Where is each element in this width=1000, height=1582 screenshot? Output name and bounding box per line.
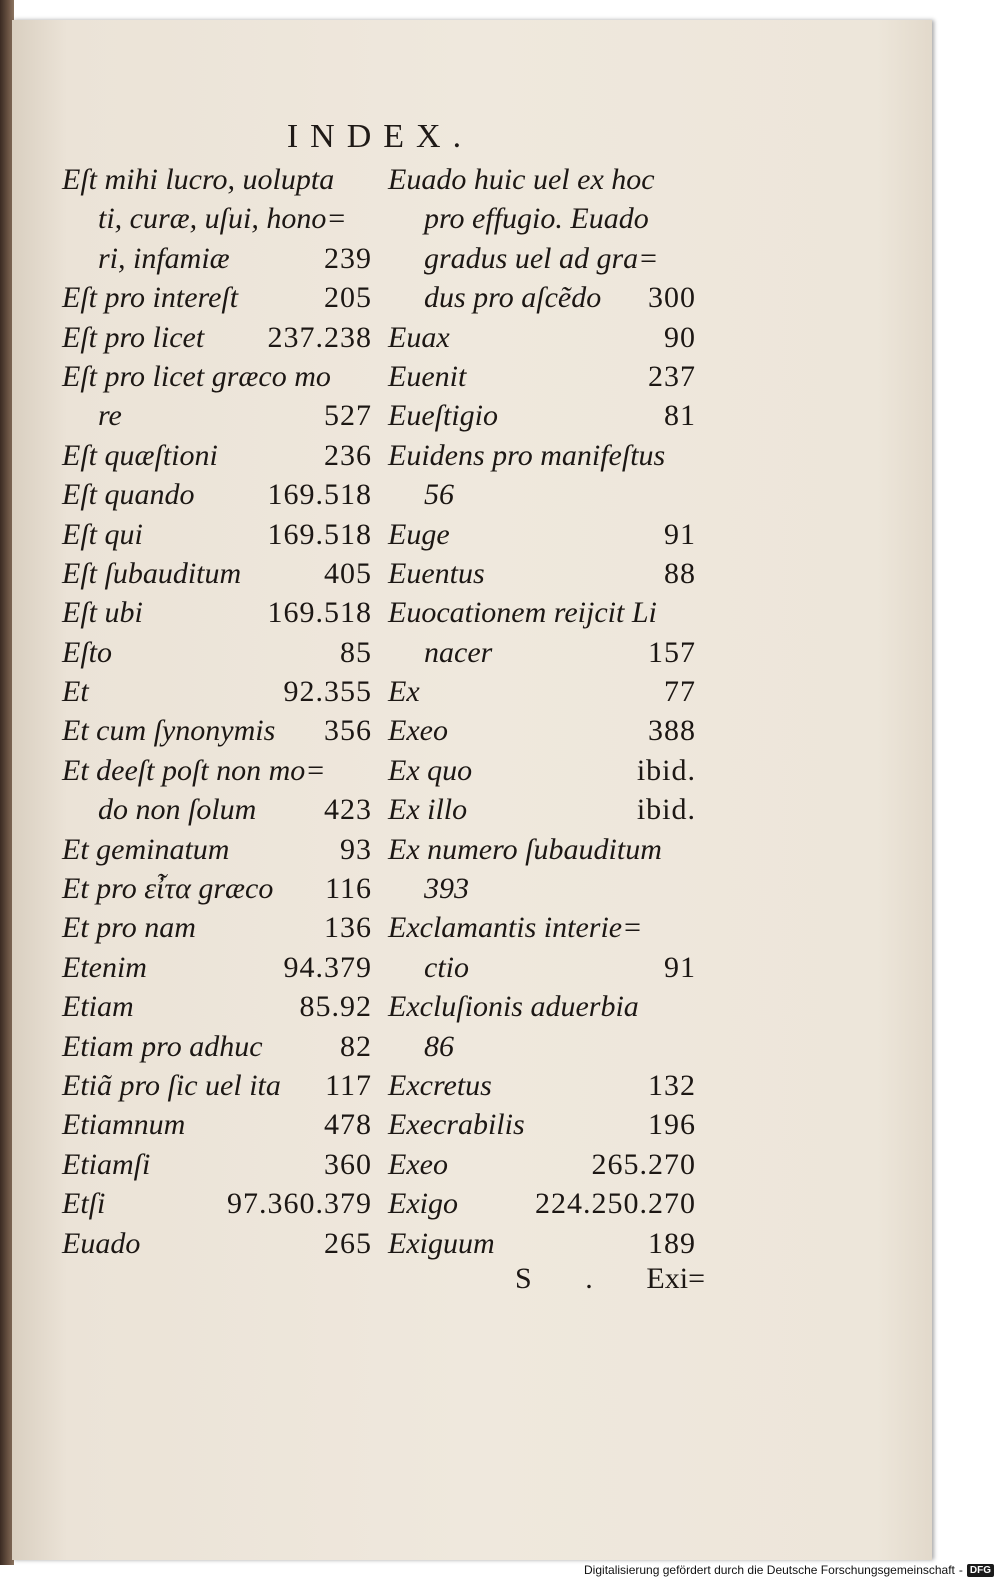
- page-reference: 300: [648, 281, 696, 315]
- page-reference: 169.518: [267, 596, 372, 630]
- index-entry: [62, 593, 372, 632]
- index-entry: [62, 515, 372, 554]
- index-entry: [388, 908, 696, 947]
- index-entry: [388, 1145, 696, 1184]
- signature-mark: S: [515, 1262, 532, 1295]
- index-term: Eſt pro licet: [62, 320, 205, 354]
- right-index-column: [388, 160, 696, 1263]
- page-reference: 117: [325, 1068, 372, 1102]
- index-term: Et: [62, 675, 89, 709]
- page-reference: 81: [664, 399, 696, 433]
- page-bottom-line: [515, 1262, 705, 1296]
- index-entry: [62, 436, 372, 475]
- index-entry: [62, 239, 372, 278]
- index-term: Euentus: [388, 556, 485, 590]
- index-entry: [388, 751, 696, 790]
- index-entry: [62, 711, 372, 750]
- index-term: Eueſtigio: [388, 399, 498, 433]
- index-term: Ex illo: [388, 793, 468, 827]
- page-reference: 116: [325, 872, 372, 906]
- index-entry: [62, 396, 372, 435]
- index-term: Eſt quando: [62, 478, 195, 512]
- page-reference: 189: [648, 1226, 696, 1260]
- index-entry: [62, 869, 372, 908]
- index-term: Et cum ſynonymis: [62, 714, 276, 748]
- page-reference: 91: [664, 950, 696, 984]
- index-entry: [62, 475, 372, 514]
- left-index-column: [62, 160, 372, 1263]
- index-entry: [62, 1184, 372, 1223]
- index-entry: [388, 1184, 696, 1223]
- index-entry: [388, 1224, 696, 1263]
- index-entry: [388, 672, 696, 711]
- dfg-logo: DFG: [967, 1564, 994, 1577]
- page-reference: 405: [324, 556, 372, 590]
- index-term: 86: [424, 1029, 454, 1063]
- index-term: Execrabilis: [388, 1108, 525, 1142]
- page-reference: 265.270: [591, 1147, 696, 1181]
- index-term: Et deeſt poſt non mo=: [62, 753, 326, 787]
- page-reference: 265: [324, 1226, 372, 1260]
- index-term: Euenit: [388, 359, 467, 393]
- page-reference: 90: [664, 320, 696, 354]
- index-entry: [62, 948, 372, 987]
- index-term: Excretus: [388, 1068, 492, 1102]
- index-entry: [388, 515, 696, 554]
- index-entry: [388, 239, 696, 278]
- index-entry: [388, 554, 696, 593]
- page-reference: 169.518: [267, 478, 372, 512]
- index-term: Etenim: [62, 950, 147, 984]
- index-term: Euge: [388, 517, 450, 551]
- index-entry: [388, 396, 696, 435]
- catchword: Exi=: [646, 1262, 705, 1295]
- index-entry: [62, 278, 372, 317]
- index-entry: [388, 475, 696, 514]
- page-reference: 97.360.379: [227, 1187, 372, 1221]
- index-term: Exigo: [388, 1187, 458, 1221]
- index-entry: [62, 633, 372, 672]
- index-entry: [62, 1105, 372, 1144]
- index-term: Et pro nam: [62, 911, 196, 945]
- page-reference: ibid.: [636, 793, 696, 827]
- footer-text: Digitalisierung gefördert durch die Deutsche Forschungsgemeinschaft: [584, 1563, 955, 1577]
- index-term: ri, infamiæ: [98, 241, 230, 275]
- index-entry: [388, 160, 696, 199]
- index-term: Etiã pro ſic uel ita: [62, 1068, 281, 1102]
- index-entry: [62, 830, 372, 869]
- index-entry: [388, 357, 696, 396]
- index-term: nacer: [424, 635, 493, 669]
- index-entry: [62, 199, 372, 238]
- index-term: Euidens pro manifeſtus: [388, 438, 666, 472]
- page-reference: 136: [324, 911, 372, 945]
- index-entry: [62, 1145, 372, 1184]
- index-term: pro effugio. Euado: [424, 202, 649, 236]
- index-entry: [62, 908, 372, 947]
- index-term: ctio: [424, 950, 469, 984]
- index-term: do non ſolum: [98, 793, 257, 827]
- index-entry: [62, 1027, 372, 1066]
- index-entry: [388, 436, 696, 475]
- digitization-footer: [584, 1560, 994, 1580]
- index-term: Ex quo: [388, 753, 473, 787]
- page-reference: 239: [324, 241, 372, 275]
- page-reference: 388: [648, 714, 696, 748]
- index-term: re: [98, 399, 122, 433]
- index-term: gradus uel ad gra=: [424, 241, 659, 275]
- index-term: Et pro εἶτα græco: [62, 872, 274, 906]
- separator-dot: .: [585, 1262, 593, 1295]
- page-reference: 82: [340, 1029, 372, 1063]
- index-term: Euocationem reijcit Li: [388, 596, 657, 630]
- page-reference: 423: [324, 793, 372, 827]
- index-term: Etiamſi: [62, 1147, 151, 1181]
- index-term: Et geminatum: [62, 832, 230, 866]
- index-term: 393: [424, 872, 469, 906]
- page-reference: 92.355: [283, 675, 372, 709]
- index-term: Eſto: [62, 635, 112, 669]
- index-term: Exiguum: [388, 1226, 495, 1260]
- index-term: dus pro aſcẽdo: [424, 281, 602, 315]
- page-reference: 85: [340, 635, 372, 669]
- index-entry: [388, 711, 696, 750]
- page-reference: 478: [324, 1108, 372, 1142]
- page-reference: 169.518: [267, 517, 372, 551]
- index-term: Eſt pro licet græco mo: [62, 359, 331, 393]
- index-term: 56: [424, 478, 454, 512]
- page-reference: 237.238: [267, 320, 372, 354]
- index-term: Euado: [62, 1226, 141, 1260]
- index-term: Exeo: [388, 714, 448, 748]
- page-reference: 205: [324, 281, 372, 315]
- index-entry: [62, 1224, 372, 1263]
- index-entry: [388, 830, 696, 869]
- page-reference: 157: [648, 635, 696, 669]
- index-term: ti, curæ, uſui, hono=: [98, 202, 347, 236]
- page-reference: 356: [324, 714, 372, 748]
- page-reference: 237: [648, 359, 696, 393]
- index-term: Eſt qui: [62, 517, 143, 551]
- page-reference: 94.379: [283, 950, 372, 984]
- index-term: Exclamantis interie=: [388, 911, 643, 945]
- index-entry: [388, 1105, 696, 1144]
- index-entry: [388, 948, 696, 987]
- index-entry: [388, 869, 696, 908]
- index-entry: [62, 790, 372, 829]
- index-entry: [388, 987, 696, 1026]
- index-term: Eſt quæſtioni: [62, 438, 218, 472]
- index-entry: [388, 593, 696, 632]
- page-reference: 527: [324, 399, 372, 433]
- index-entry: [388, 199, 696, 238]
- index-term: Excluſionis aduerbia: [388, 990, 639, 1024]
- index-entry: [62, 160, 372, 199]
- index-entry: [62, 554, 372, 593]
- page-header: INDEX.: [286, 118, 474, 155]
- index-term: Etiam: [62, 990, 134, 1024]
- index-entry: [388, 1066, 696, 1105]
- page-reference: 196: [648, 1108, 696, 1142]
- index-entry: [388, 1027, 696, 1066]
- page-reference: 77: [664, 675, 696, 709]
- page-reference: 88: [664, 556, 696, 590]
- index-entry: [62, 751, 372, 790]
- index-term: Euado huic uel ex hoc: [388, 163, 655, 196]
- index-entry: [62, 357, 372, 396]
- page-reference: 360: [324, 1147, 372, 1181]
- index-entry: [388, 318, 696, 357]
- index-entry: [388, 633, 696, 672]
- index-term: Eſt ſubauditum: [62, 556, 242, 590]
- index-term: Etſi: [62, 1187, 106, 1221]
- index-entry: [388, 278, 696, 317]
- index-term: Eſt mihi lucro, uolupta: [62, 163, 335, 196]
- page-reference: 224.250.270: [535, 1187, 696, 1221]
- page-reference: 91: [664, 517, 696, 551]
- index-term: Etiamnum: [62, 1108, 186, 1142]
- index-term: Etiam pro adhuc: [62, 1029, 263, 1063]
- footer-dash: -: [958, 1563, 963, 1577]
- index-entry: [388, 790, 696, 829]
- page-reference: ibid.: [636, 753, 696, 787]
- page-reference: 85.92: [299, 990, 372, 1024]
- index-entry: [62, 672, 372, 711]
- page-reference: 93: [340, 832, 372, 866]
- index-term: Eſt pro intereſt: [62, 281, 239, 315]
- index-entry: [62, 987, 372, 1026]
- index-term: Ex: [388, 675, 420, 709]
- index-term: Eſt ubi: [62, 596, 143, 630]
- index-entry: [62, 318, 372, 357]
- index-term: Euax: [388, 320, 450, 354]
- index-term: Ex numero ſubauditum: [388, 832, 662, 866]
- page-reference: 236: [324, 438, 372, 472]
- page-reference: 132: [648, 1068, 696, 1102]
- index-entry: [62, 1066, 372, 1105]
- index-term: Exeo: [388, 1147, 448, 1181]
